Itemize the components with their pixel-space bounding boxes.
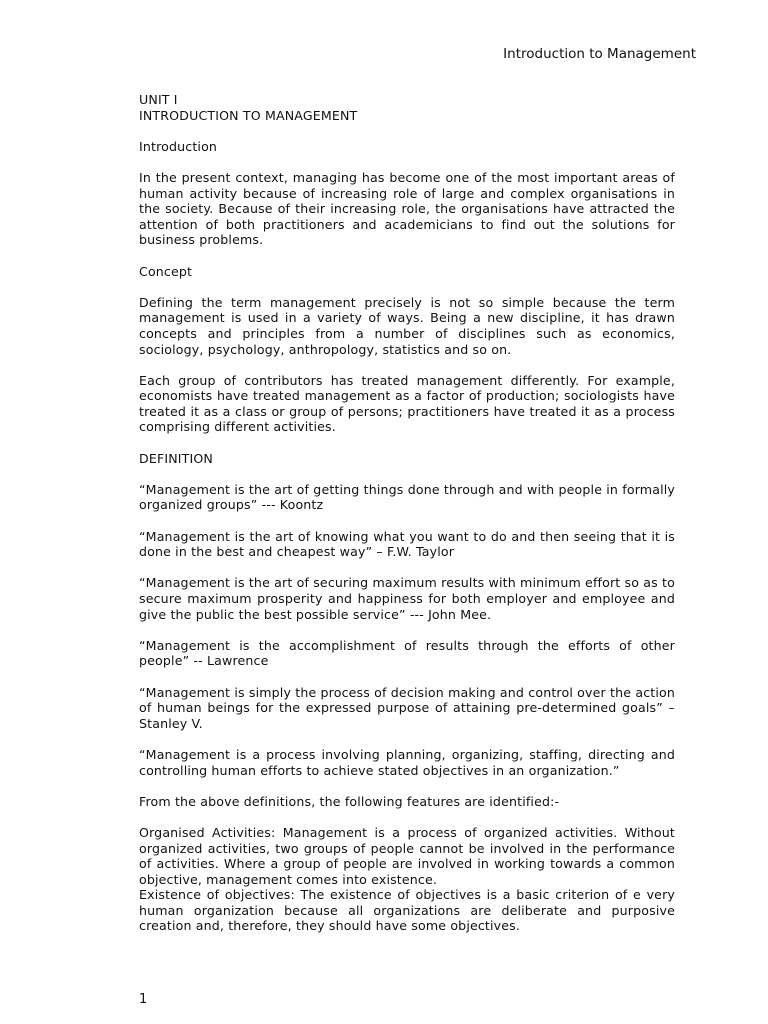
- concept-paragraph: Defining the term management precisely is not so simple because the term management is used in a variety of ways. Being a new discipline, it has drawn concepts and principles from a number of disciplines such as economics, sociology, psychology, anthropology, statistics and so on.: [139, 294, 675, 357]
- document-body: [139, 92, 675, 934]
- introduction-heading: Introduction: [139, 138, 218, 154]
- definition-quote-process: “Management is a process involving planning, organizing, staffing, directing and controlling human efforts to achieve stated objectives in an organization.”: [139, 746, 675, 778]
- page-number: 1: [139, 992, 148, 1007]
- definition-quote-taylor: “Management is the art of knowing what you want to do and then seeing that it is done in the best and cheapest way” – F.W. Taylor: [139, 528, 675, 560]
- definition-quote-koontz: “Management is the art of getting things done through and with people in formally organized groups” --- Koontz: [139, 481, 675, 513]
- features-intro: From the above definitions, the following features are identified:-: [139, 793, 560, 809]
- concept-heading: Concept: [139, 263, 193, 279]
- running-header-title: Introduction to Management: [503, 46, 696, 62]
- definition-quote-john-mee: “Management is the art of securing maximum results with minimum effort so as to secure maximum prosperity and happiness for both employer and employee and give the public the best possible service” --- John Mee.: [139, 575, 675, 622]
- definition-quote-lawrence: “Management is the accomplishment of results through the efforts of other people” -- Lawrence: [139, 637, 675, 669]
- introduction-paragraph: In the present context, managing has become one of the most important areas of human activity because of increasing role of large and complex organisations in the society. Because of their increasing role, the organisations have attracted the attention of both practitioners and academicians to find out the solutions for business problems.: [139, 169, 675, 248]
- unit-title: INTRODUCTION TO MANAGEMENT: [139, 107, 358, 123]
- concept-paragraph: Each group of contributors has treated management differently. For example, economists have treated management as a factor of production; sociologists have treated it as a class or group of persons; practitioners have treated it as a process comprising different activities.: [139, 372, 675, 435]
- definition-heading: DEFINITION: [139, 450, 213, 466]
- unit-label: UNIT I: [139, 92, 178, 107]
- feature-organised-activities: Organised Activities: Management is a process of organized activities. Without organized activities, two groups of people cannot be involved in the performance of activities. Where a group of people are involved in working towards a common objective, management comes into existence.: [139, 824, 675, 887]
- feature-existence-of-objectives: Existence of objectives: The existence of objectives is a basic criterion of e very human organization because all organizations are deliberate and purposive creation and, therefore, they should have some objectives.: [139, 887, 675, 934]
- definition-quote-stanley: “Management is simply the process of decision making and control over the action of human beings for the expressed purpose of attaining pre-determined goals” – Stanley V.: [139, 684, 675, 731]
